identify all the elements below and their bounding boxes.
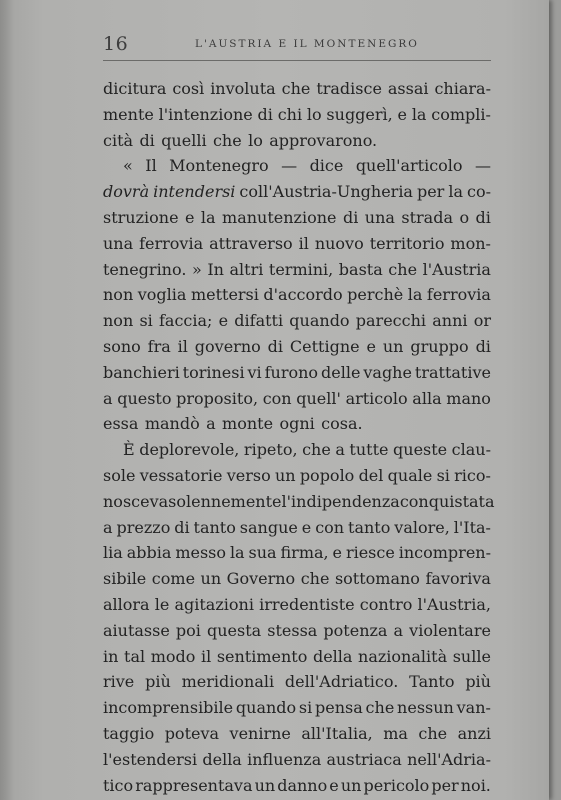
text-line: aiutasse poi questa stessa potenza a violentare	[103, 620, 491, 640]
text-line: cità di quelli che lo approvarono.	[103, 130, 378, 150]
text-line: sibile come un Governo che sottomano favoriva	[103, 569, 491, 589]
text-line: taggio poteva venirne all'Italia, ma che anzi	[103, 723, 491, 743]
text-line: lia abbia messo la sua firma, e riesce incompren-	[103, 543, 491, 563]
text-line: incomprensibile quando si pensa che nessun van-	[103, 698, 491, 718]
text-line: a questo proposito, con quell' articolo alla mano	[103, 388, 491, 408]
text-line: dicitura così involuta che tradisce assai chiara-	[103, 79, 491, 98]
page-number: 16	[103, 33, 129, 55]
text-line: non si faccia; e difatti quando parecchi anni or	[103, 311, 491, 331]
text-line: a prezzo di tanto sangue e con tanto valore, l'Ita-	[103, 517, 491, 537]
text-line: tico rappresentava un danno e un pericolo per noi.	[103, 775, 491, 795]
text-line: in tal modo il sentimento della nazionalità sulle	[103, 646, 491, 666]
text-line: allora le agitazioni irredentiste contro l'Austria,	[103, 594, 491, 614]
page-binding-shadow	[0, 0, 14, 800]
text-line: sole vessatorie verso un popolo del quale si rico-	[103, 465, 491, 485]
text-line: mente l'intenzione di chi lo suggerì, e la compli-	[103, 104, 491, 124]
page-header	[103, 33, 491, 55]
running-head: L'AUSTRIA E IL MONTENEGRO	[195, 38, 419, 50]
text-line: dovrà intendersi coll'Austria-Ungheria per la co-	[103, 182, 491, 202]
text-line: una ferrovia attraverso il nuovo territorio mon-	[103, 233, 491, 253]
text-line: È deplorevole, ripeto, che a tutte queste clau-	[123, 440, 491, 460]
text-line: l'estendersi della influenza austriaca nell'Adria-	[103, 749, 491, 769]
text-line: banchieri torinesi vi furono delle vaghe trattative	[103, 362, 491, 382]
body-text	[103, 76, 495, 798]
text-line: struzione e la manutenzione di una strada o di	[103, 207, 491, 227]
text-line: « Il Montenegro — dice quell'articolo —	[123, 156, 491, 176]
text-line: tenegrino. » In altri termini, basta che l'Austria	[103, 259, 491, 279]
text-line: sono fra il governo di Cettigne e un gruppo di	[103, 336, 491, 356]
text-line: essa mandò a monte ogni cosa.	[103, 414, 363, 434]
text-line: rive più meridionali dell'Adriatico. Tanto più	[103, 672, 491, 692]
header-rule	[103, 60, 491, 61]
text-line: non voglia mettersi d'accordo perchè la ferrovia	[103, 285, 491, 305]
text-line: nosceva solennemente l'indipendenza conquistata	[103, 491, 495, 511]
